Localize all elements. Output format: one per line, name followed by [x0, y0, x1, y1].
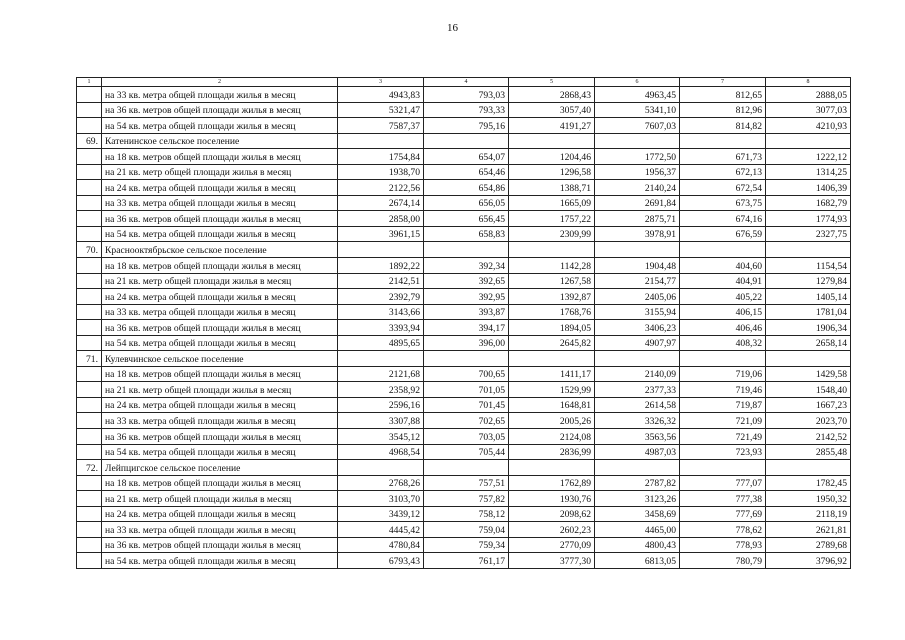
value-cell: 705,44 [424, 444, 509, 460]
value-cell: 405,22 [680, 289, 766, 305]
section-name: Лейпцигское сельское поселение [102, 460, 338, 476]
row-description: на 36 кв. метров общей площади жилья в месяц [102, 320, 338, 336]
value-cell: 1682,79 [766, 195, 851, 211]
row-description: на 33 кв. метра общей площади жилья в месяц [102, 304, 338, 320]
value-cell: 1222,12 [766, 149, 851, 165]
value-cell: 2358,92 [338, 382, 424, 398]
value-cell: 2658,14 [766, 335, 851, 351]
empty-cell [77, 397, 102, 413]
value-cell: 3978,91 [595, 226, 680, 242]
value-cell: 404,60 [680, 258, 766, 274]
table-row [77, 289, 851, 305]
empty-cell [77, 226, 102, 242]
value-cell: 4963,45 [595, 87, 680, 103]
empty-cell [595, 351, 680, 367]
value-cell: 2596,16 [338, 397, 424, 413]
value-cell: 2868,43 [509, 87, 595, 103]
row-description: на 33 кв. метра общей площади жилья в месяц [102, 87, 338, 103]
value-cell: 3155,94 [595, 304, 680, 320]
row-description: на 21 кв. метр общей площади жилья в месяц [102, 273, 338, 289]
table-row [77, 491, 851, 507]
column-number: 2 [102, 78, 338, 87]
empty-cell [338, 351, 424, 367]
row-description: на 54 кв. метра общей площади жилья в месяц [102, 335, 338, 351]
value-cell: 759,34 [424, 537, 509, 553]
section-name: Катенинское сельское поселение [102, 133, 338, 149]
value-cell: 757,82 [424, 491, 509, 507]
table-row [77, 304, 851, 320]
value-cell: 702,65 [424, 413, 509, 429]
empty-cell [77, 289, 102, 305]
value-cell: 778,93 [680, 537, 766, 553]
value-cell: 5341,10 [595, 102, 680, 118]
column-number: 5 [509, 78, 595, 87]
value-cell: 2140,24 [595, 180, 680, 196]
value-cell: 778,62 [680, 522, 766, 538]
value-cell: 2875,71 [595, 211, 680, 227]
value-cell: 3406,23 [595, 320, 680, 336]
value-cell: 1388,71 [509, 180, 595, 196]
column-number: 3 [338, 78, 424, 87]
empty-cell [680, 351, 766, 367]
section-row [77, 460, 851, 476]
empty-cell [680, 460, 766, 476]
empty-cell [509, 133, 595, 149]
value-cell: 3307,88 [338, 413, 424, 429]
row-description: на 54 кв. метра общей площади жилья в месяц [102, 226, 338, 242]
section-name: Кулевчинское сельское поселение [102, 351, 338, 367]
table-row [77, 211, 851, 227]
section-number: 72. [77, 460, 102, 476]
value-cell: 4907,97 [595, 335, 680, 351]
value-cell: 2140,09 [595, 366, 680, 382]
value-cell: 1904,48 [595, 258, 680, 274]
empty-cell [595, 460, 680, 476]
value-cell: 674,16 [680, 211, 766, 227]
value-cell: 1930,76 [509, 491, 595, 507]
value-cell: 2124,08 [509, 429, 595, 445]
row-description: на 18 кв. метров общей площади жилья в месяц [102, 258, 338, 274]
section-row [77, 242, 851, 258]
table-row [77, 273, 851, 289]
value-cell: 1392,87 [509, 289, 595, 305]
value-cell: 780,79 [680, 553, 766, 569]
value-cell: 1956,37 [595, 164, 680, 180]
value-cell: 1772,50 [595, 149, 680, 165]
table-row [77, 537, 851, 553]
empty-cell [766, 351, 851, 367]
table-row [77, 118, 851, 134]
table-row [77, 87, 851, 103]
value-cell: 2614,58 [595, 397, 680, 413]
empty-cell [77, 537, 102, 553]
value-cell: 1204,46 [509, 149, 595, 165]
value-cell: 3458,69 [595, 506, 680, 522]
value-cell: 719,87 [680, 397, 766, 413]
empty-cell [680, 242, 766, 258]
empty-cell [424, 242, 509, 258]
value-cell: 3545,12 [338, 429, 424, 445]
value-cell: 2674,14 [338, 195, 424, 211]
value-cell: 1529,99 [509, 382, 595, 398]
value-cell: 2888,05 [766, 87, 851, 103]
value-cell: 2142,51 [338, 273, 424, 289]
value-cell: 723,93 [680, 444, 766, 460]
value-cell: 658,83 [424, 226, 509, 242]
value-cell: 2770,09 [509, 537, 595, 553]
empty-cell [424, 351, 509, 367]
row-description: на 54 кв. метра общей площади жилья в месяц [102, 553, 338, 569]
value-cell: 3057,40 [509, 102, 595, 118]
empty-cell [595, 242, 680, 258]
empty-cell [77, 382, 102, 398]
value-cell: 4445,42 [338, 522, 424, 538]
value-cell: 795,16 [424, 118, 509, 134]
value-cell: 1757,22 [509, 211, 595, 227]
value-cell: 2005,26 [509, 413, 595, 429]
empty-cell [77, 522, 102, 538]
value-cell: 392,34 [424, 258, 509, 274]
table-row [77, 195, 851, 211]
empty-cell [595, 133, 680, 149]
table-body [77, 78, 851, 569]
value-cell: 1762,89 [509, 475, 595, 491]
value-cell: 3103,70 [338, 491, 424, 507]
empty-cell [77, 180, 102, 196]
value-cell: 3777,30 [509, 553, 595, 569]
empty-cell [77, 444, 102, 460]
value-cell: 671,73 [680, 149, 766, 165]
value-cell: 761,17 [424, 553, 509, 569]
table-row [77, 382, 851, 398]
row-description: на 33 кв. метра общей площади жилья в месяц [102, 195, 338, 211]
table-row [77, 506, 851, 522]
row-description: на 24 кв. метра общей площади жилья в месяц [102, 506, 338, 522]
section-row [77, 133, 851, 149]
value-cell: 4191,27 [509, 118, 595, 134]
value-cell: 793,03 [424, 87, 509, 103]
value-cell: 3143,66 [338, 304, 424, 320]
empty-cell [77, 102, 102, 118]
value-cell: 2789,68 [766, 537, 851, 553]
table-row [77, 149, 851, 165]
table-row [77, 102, 851, 118]
row-description: на 54 кв. метра общей площади жилья в месяц [102, 118, 338, 134]
value-cell: 7587,37 [338, 118, 424, 134]
table-row [77, 226, 851, 242]
table-row [77, 320, 851, 336]
section-number: 70. [77, 242, 102, 258]
value-cell: 1548,40 [766, 382, 851, 398]
row-description: на 33 кв. метра общей площади жилья в месяц [102, 413, 338, 429]
value-cell: 1142,28 [509, 258, 595, 274]
value-cell: 394,17 [424, 320, 509, 336]
value-cell: 3563,56 [595, 429, 680, 445]
empty-cell [766, 460, 851, 476]
value-cell: 2836,99 [509, 444, 595, 460]
column-number: 7 [680, 78, 766, 87]
empty-cell [77, 258, 102, 274]
value-cell: 1665,09 [509, 195, 595, 211]
value-cell: 392,95 [424, 289, 509, 305]
value-cell: 672,54 [680, 180, 766, 196]
value-cell: 5321,47 [338, 102, 424, 118]
value-cell: 654,86 [424, 180, 509, 196]
value-cell: 3123,26 [595, 491, 680, 507]
section-row [77, 351, 851, 367]
row-description: на 18 кв. метров общей площади жилья в месяц [102, 149, 338, 165]
value-cell: 700,65 [424, 366, 509, 382]
table-row [77, 429, 851, 445]
value-cell: 1768,76 [509, 304, 595, 320]
value-cell: 7607,03 [595, 118, 680, 134]
value-cell: 1296,58 [509, 164, 595, 180]
section-number: 71. [77, 351, 102, 367]
value-cell: 1781,04 [766, 304, 851, 320]
value-cell: 1782,45 [766, 475, 851, 491]
value-cell: 4800,43 [595, 537, 680, 553]
table-row [77, 475, 851, 491]
value-cell: 1267,58 [509, 273, 595, 289]
empty-cell [766, 133, 851, 149]
value-cell: 777,69 [680, 506, 766, 522]
value-cell: 654,07 [424, 149, 509, 165]
value-cell: 2858,00 [338, 211, 424, 227]
value-cell: 4943,83 [338, 87, 424, 103]
value-cell: 3439,12 [338, 506, 424, 522]
value-cell: 406,46 [680, 320, 766, 336]
table-row [77, 164, 851, 180]
table-row [77, 180, 851, 196]
value-cell: 3326,32 [595, 413, 680, 429]
value-cell: 2118,19 [766, 506, 851, 522]
table-row [77, 553, 851, 569]
value-cell: 2621,81 [766, 522, 851, 538]
value-cell: 1279,84 [766, 273, 851, 289]
value-cell: 2142,52 [766, 429, 851, 445]
row-description: на 33 кв. метра общей площади жилья в месяц [102, 522, 338, 538]
value-cell: 777,07 [680, 475, 766, 491]
empty-cell [77, 87, 102, 103]
empty-cell [77, 366, 102, 382]
value-cell: 703,05 [424, 429, 509, 445]
empty-cell [77, 149, 102, 165]
value-cell: 3077,03 [766, 102, 851, 118]
row-description: на 36 кв. метров общей площади жилья в месяц [102, 102, 338, 118]
section-name: Краснооктябрьское сельское поселение [102, 242, 338, 258]
empty-cell [424, 460, 509, 476]
empty-cell [77, 273, 102, 289]
value-cell: 1154,54 [766, 258, 851, 274]
value-cell: 2327,75 [766, 226, 851, 242]
row-description: на 18 кв. метров общей площади жилья в месяц [102, 475, 338, 491]
value-cell: 719,46 [680, 382, 766, 398]
empty-cell [77, 320, 102, 336]
value-cell: 1648,81 [509, 397, 595, 413]
value-cell: 1938,70 [338, 164, 424, 180]
value-cell: 4210,93 [766, 118, 851, 134]
value-cell: 1906,34 [766, 320, 851, 336]
empty-cell [338, 133, 424, 149]
value-cell: 812,96 [680, 102, 766, 118]
empty-cell [77, 553, 102, 569]
row-description: на 18 кв. метров общей площади жилья в месяц [102, 366, 338, 382]
column-number: 6 [595, 78, 680, 87]
empty-cell [77, 429, 102, 445]
value-cell: 654,46 [424, 164, 509, 180]
value-cell: 814,82 [680, 118, 766, 134]
empty-cell [680, 133, 766, 149]
row-description: на 36 кв. метров общей площади жилья в месяц [102, 211, 338, 227]
value-cell: 4895,65 [338, 335, 424, 351]
table-row [77, 366, 851, 382]
row-description: на 36 кв. метров общей площади жилья в месяц [102, 429, 338, 445]
value-cell: 6813,05 [595, 553, 680, 569]
value-cell: 2787,82 [595, 475, 680, 491]
empty-cell [77, 118, 102, 134]
value-cell: 392,65 [424, 273, 509, 289]
value-cell: 2377,33 [595, 382, 680, 398]
value-cell: 2602,23 [509, 522, 595, 538]
page-number: 16 [447, 22, 458, 34]
row-description: на 36 кв. метров общей площади жилья в месяц [102, 537, 338, 553]
value-cell: 2309,99 [509, 226, 595, 242]
value-cell: 2691,84 [595, 195, 680, 211]
value-cell: 757,51 [424, 475, 509, 491]
value-cell: 393,87 [424, 304, 509, 320]
empty-cell [509, 351, 595, 367]
value-cell: 656,05 [424, 195, 509, 211]
value-cell: 1406,39 [766, 180, 851, 196]
value-cell: 721,49 [680, 429, 766, 445]
table-row [77, 413, 851, 429]
table-row [77, 258, 851, 274]
value-cell: 812,65 [680, 87, 766, 103]
column-number: 4 [424, 78, 509, 87]
value-cell: 758,12 [424, 506, 509, 522]
value-cell: 1314,25 [766, 164, 851, 180]
value-cell: 676,59 [680, 226, 766, 242]
value-cell: 701,05 [424, 382, 509, 398]
value-cell: 2154,77 [595, 273, 680, 289]
empty-cell [338, 242, 424, 258]
value-cell: 3796,92 [766, 553, 851, 569]
value-cell: 2405,06 [595, 289, 680, 305]
value-cell: 1950,32 [766, 491, 851, 507]
value-cell: 1894,05 [509, 320, 595, 336]
empty-cell [77, 506, 102, 522]
value-cell: 2768,26 [338, 475, 424, 491]
value-cell: 4780,84 [338, 537, 424, 553]
row-description: на 24 кв. метра общей площади жилья в месяц [102, 289, 338, 305]
empty-cell [77, 491, 102, 507]
tariff-table [76, 77, 851, 569]
value-cell: 672,13 [680, 164, 766, 180]
value-cell: 777,38 [680, 491, 766, 507]
value-cell: 673,75 [680, 195, 766, 211]
column-number: 1 [77, 78, 102, 87]
table-row [77, 444, 851, 460]
value-cell: 2098,62 [509, 506, 595, 522]
value-cell: 1429,58 [766, 366, 851, 382]
value-cell: 6793,43 [338, 553, 424, 569]
column-number-row [77, 78, 851, 87]
empty-cell [77, 335, 102, 351]
value-cell: 1892,22 [338, 258, 424, 274]
value-cell: 2855,48 [766, 444, 851, 460]
row-description: на 24 кв. метра общей площади жилья в месяц [102, 180, 338, 196]
value-cell: 1754,84 [338, 149, 424, 165]
column-number: 8 [766, 78, 851, 87]
value-cell: 759,04 [424, 522, 509, 538]
empty-cell [509, 242, 595, 258]
value-cell: 2121,68 [338, 366, 424, 382]
value-cell: 1774,93 [766, 211, 851, 227]
value-cell: 3961,15 [338, 226, 424, 242]
empty-cell [77, 195, 102, 211]
value-cell: 404,91 [680, 273, 766, 289]
row-description: на 21 кв. метр общей площади жилья в месяц [102, 164, 338, 180]
value-cell: 1411,17 [509, 366, 595, 382]
section-number: 69. [77, 133, 102, 149]
value-cell: 4968,54 [338, 444, 424, 460]
value-cell: 1667,23 [766, 397, 851, 413]
value-cell: 408,32 [680, 335, 766, 351]
empty-cell [766, 242, 851, 258]
value-cell: 396,00 [424, 335, 509, 351]
empty-cell [77, 413, 102, 429]
value-cell: 793,33 [424, 102, 509, 118]
empty-cell [77, 304, 102, 320]
row-description: на 21 кв. метр общей площади жилья в месяц [102, 382, 338, 398]
empty-cell [77, 475, 102, 491]
value-cell: 3393,94 [338, 320, 424, 336]
table-row [77, 397, 851, 413]
row-description: на 24 кв. метра общей площади жилья в месяц [102, 397, 338, 413]
row-description: на 21 кв. метр общей площади жилья в месяц [102, 491, 338, 507]
value-cell: 406,15 [680, 304, 766, 320]
empty-cell [424, 133, 509, 149]
value-cell: 2645,82 [509, 335, 595, 351]
empty-cell [509, 460, 595, 476]
value-cell: 4465,00 [595, 522, 680, 538]
table-row [77, 335, 851, 351]
value-cell: 4987,03 [595, 444, 680, 460]
row-description: на 54 кв. метра общей площади жилья в месяц [102, 444, 338, 460]
value-cell: 721,09 [680, 413, 766, 429]
value-cell: 2023,70 [766, 413, 851, 429]
value-cell: 2392,79 [338, 289, 424, 305]
value-cell: 701,45 [424, 397, 509, 413]
value-cell: 2122,56 [338, 180, 424, 196]
empty-cell [338, 460, 424, 476]
value-cell: 1405,14 [766, 289, 851, 305]
value-cell: 719,06 [680, 366, 766, 382]
empty-cell [77, 164, 102, 180]
empty-cell [77, 211, 102, 227]
value-cell: 656,45 [424, 211, 509, 227]
table-row [77, 522, 851, 538]
